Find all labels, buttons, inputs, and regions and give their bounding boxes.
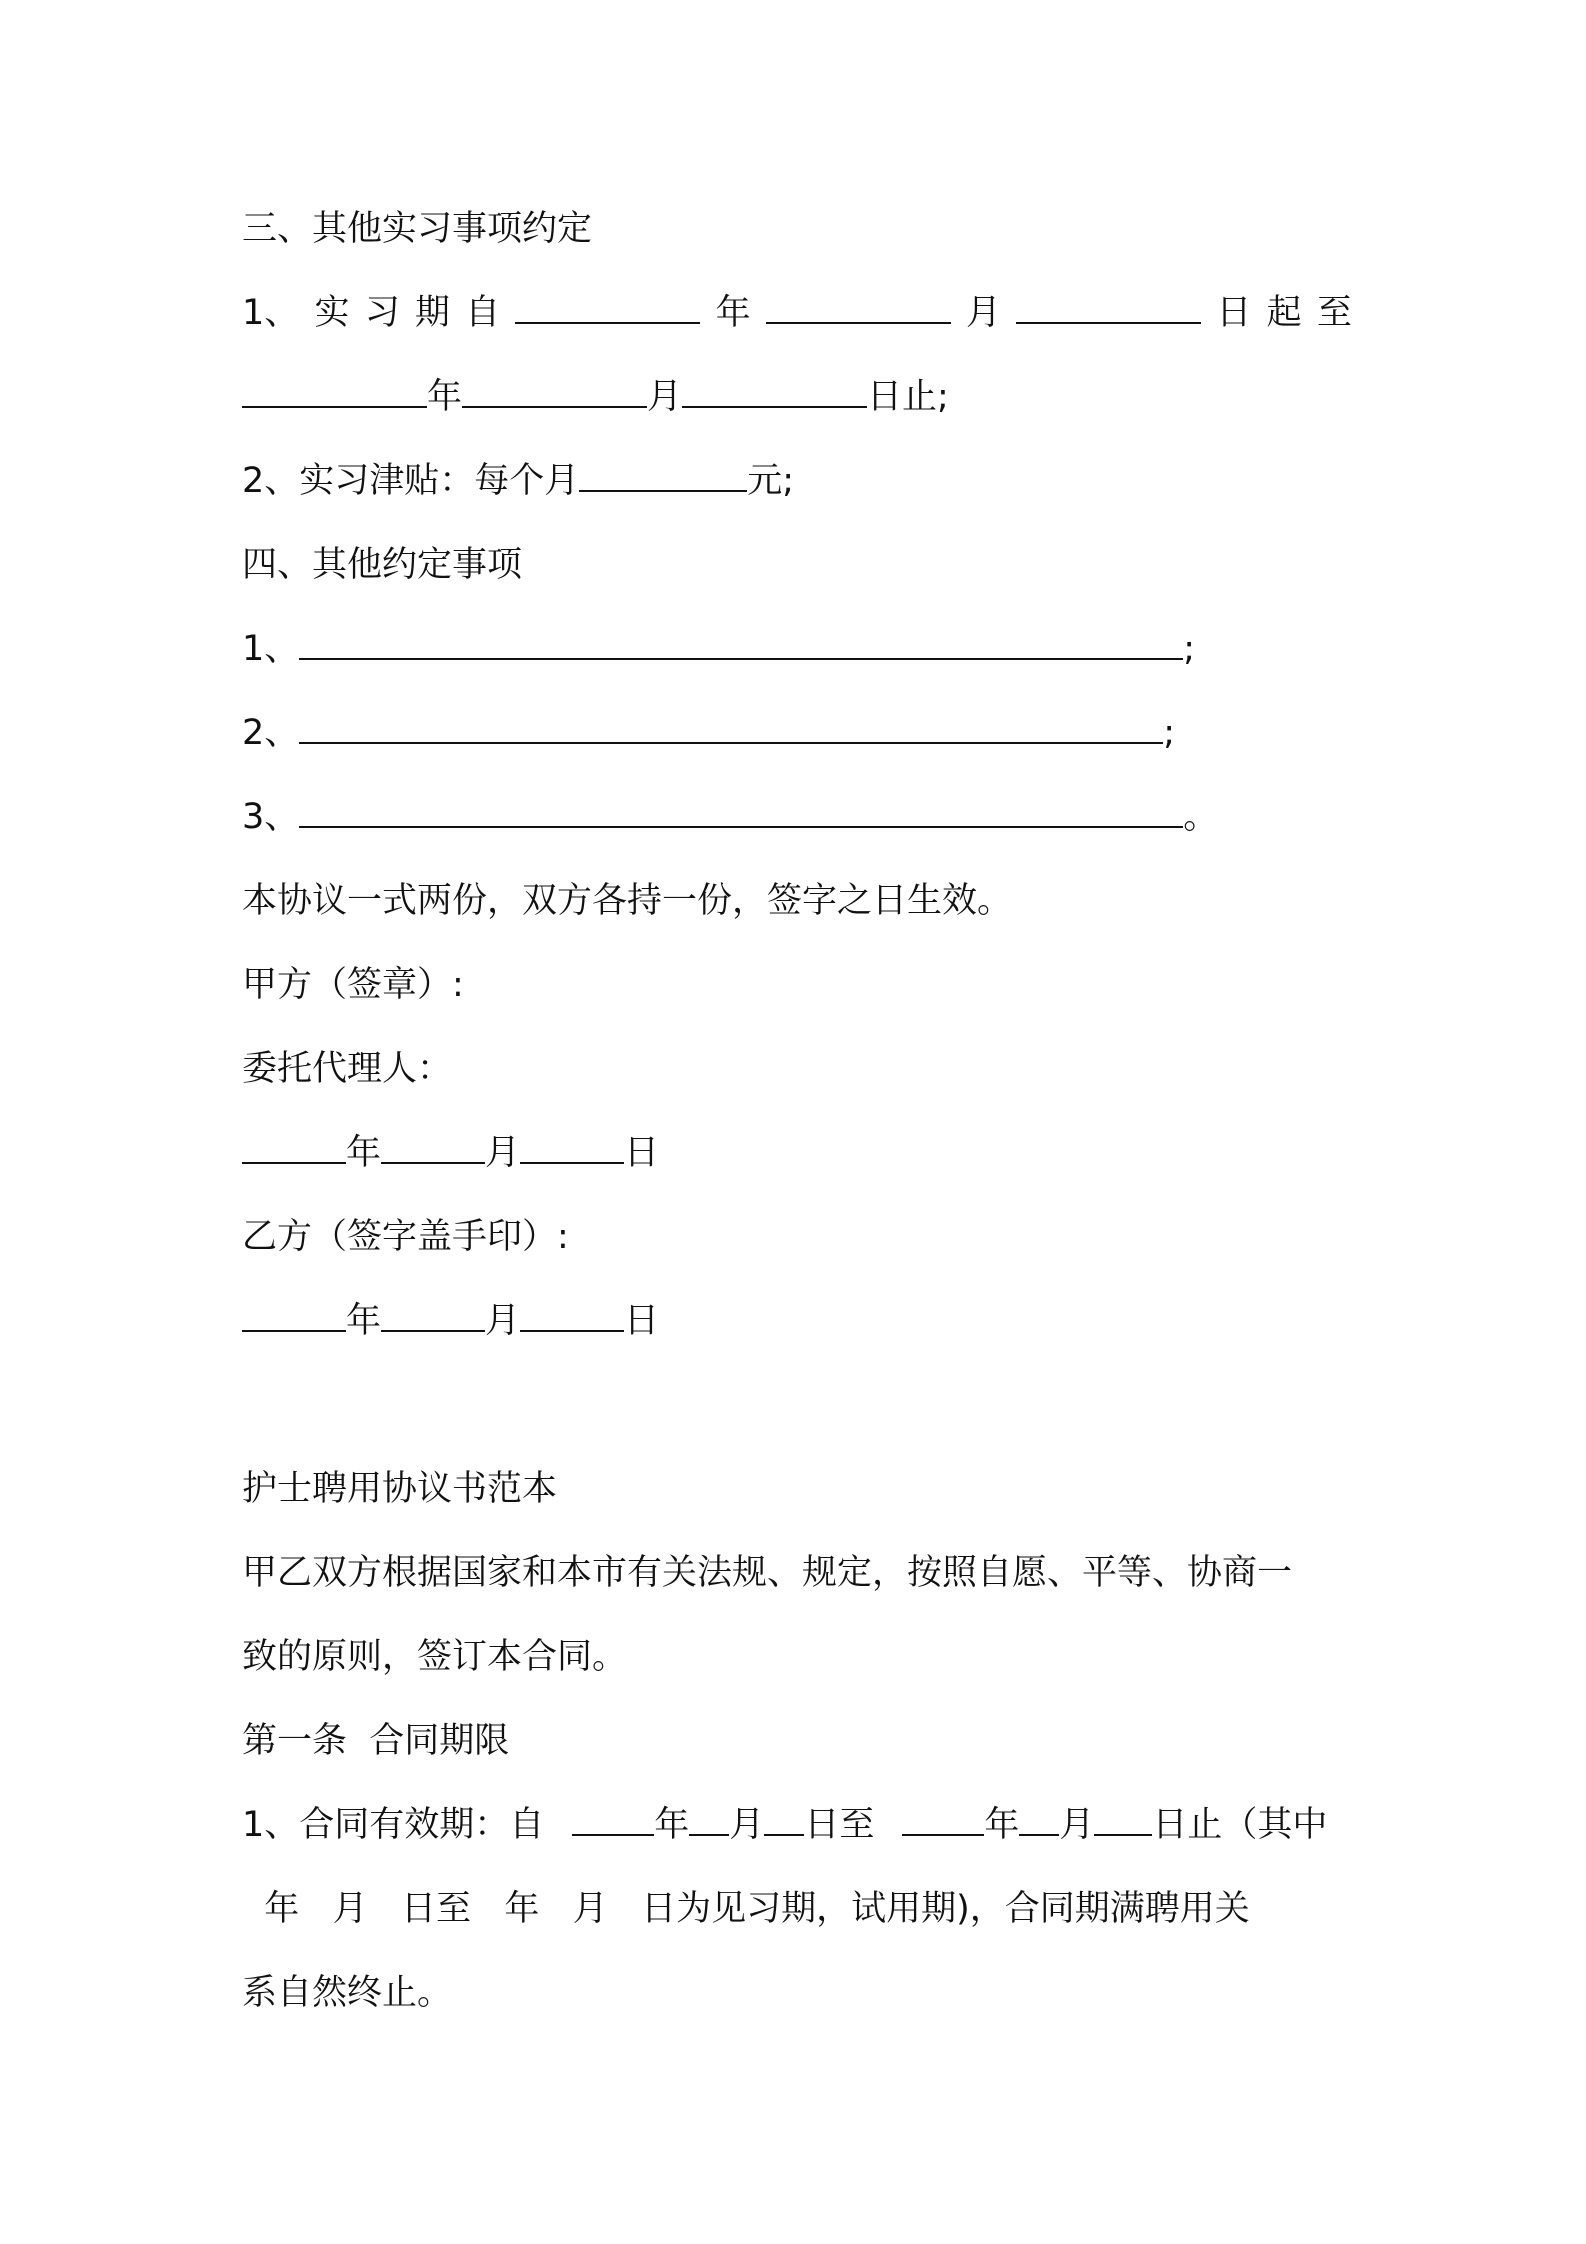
other-item-1	[242, 626, 1195, 672]
item-number: 1、	[242, 293, 300, 333]
day-label: 日	[1216, 293, 1252, 333]
article-1-heading: 第一条 合同期限	[242, 1721, 510, 1761]
char: 至	[1316, 293, 1352, 333]
year-blank[interactable]	[242, 1300, 346, 1332]
item-end: ;	[1183, 629, 1196, 669]
internship-period-line-1	[242, 290, 1352, 336]
day-label: 日	[624, 1301, 660, 1341]
year-label: 年	[654, 1805, 690, 1845]
allowance-blank[interactable]	[579, 460, 747, 492]
end-year-blank[interactable]	[242, 376, 427, 408]
allowance-unit: 元;	[747, 461, 795, 501]
section-heading-4: 四、其他约定事项	[242, 545, 523, 585]
end-label: 日止;	[867, 377, 949, 417]
year-label: 年	[346, 1133, 382, 1173]
day-label: 日	[624, 1133, 660, 1173]
year-label: 年	[715, 293, 751, 333]
end-month-blank[interactable]	[462, 376, 647, 408]
party-a-signature-label: 甲方（签章）:	[242, 965, 464, 1005]
end-year-blank[interactable]	[902, 1804, 984, 1836]
other-item-blank[interactable]	[299, 796, 1183, 828]
char: 实	[314, 293, 350, 333]
item-end: 。	[1183, 797, 1219, 837]
party-b-signature-label: 乙方（签字盖手印）:	[242, 1217, 569, 1257]
month-label: 月	[485, 1301, 521, 1341]
start-month-blank[interactable]	[766, 292, 951, 324]
start-year-blank[interactable]	[572, 1804, 654, 1836]
party-b-date-line	[242, 1298, 659, 1344]
other-item-blank[interactable]	[299, 628, 1183, 660]
item-end: ;	[1163, 713, 1176, 753]
start-day-blank[interactable]	[764, 1804, 804, 1836]
month-label: 月	[647, 377, 683, 417]
other-item-2	[242, 710, 1175, 756]
term-label: 1、合同有效期：自	[242, 1805, 545, 1845]
char: 自	[465, 293, 501, 333]
month-label: 月	[965, 293, 1001, 333]
item-number: 3、	[242, 797, 300, 837]
end-day-blank[interactable]	[1094, 1804, 1152, 1836]
agent-label: 委托代理人：	[242, 1049, 453, 1089]
char: 习	[364, 293, 400, 333]
other-item-3	[242, 794, 1218, 840]
contract-intro-line-2: 致的原则，签订本合同。	[242, 1637, 628, 1677]
validity-statement: 本协议一式两份，双方各持一份，签字之日生效。	[242, 881, 1013, 921]
party-a-date-line	[242, 1130, 659, 1176]
char: 起	[1266, 293, 1302, 333]
month-blank[interactable]	[381, 1300, 485, 1332]
contract-term-line-1	[242, 1802, 1327, 1848]
day-blank[interactable]	[520, 1300, 624, 1332]
char: 期	[414, 293, 450, 333]
year-label: 年	[427, 377, 463, 417]
year-label: 年	[346, 1301, 382, 1341]
contract-term-line-3: 系自然终止。	[242, 1973, 453, 2013]
contract-title: 护士聘用协议书范本	[242, 1469, 558, 1509]
internship-period-line-2	[242, 374, 949, 420]
contract-intro-line-1: 甲乙双方根据国家和本市有关法规、规定，按照自愿、平等、协商一	[242, 1553, 1293, 1593]
day-label: 日至	[804, 1805, 875, 1845]
other-item-blank[interactable]	[299, 712, 1163, 744]
start-day-blank[interactable]	[1016, 292, 1201, 324]
item-number: 2、	[242, 713, 300, 753]
section-heading-3: 三、其他实习事项约定	[242, 209, 593, 249]
start-month-blank[interactable]	[689, 1804, 729, 1836]
month-label: 月	[485, 1133, 521, 1173]
start-year-blank[interactable]	[515, 292, 700, 324]
month-label: 月	[729, 1805, 765, 1845]
year-blank[interactable]	[242, 1132, 346, 1164]
end-day-blank[interactable]	[682, 376, 867, 408]
month-label: 月	[1059, 1805, 1095, 1845]
day-blank[interactable]	[520, 1132, 624, 1164]
end-month-blank[interactable]	[1019, 1804, 1059, 1836]
term-end-label: 日止（其中	[1152, 1805, 1328, 1845]
contract-term-line-2: 年 月 日至 年 月 日为见习期，试用期)，合同期满聘用关	[242, 1889, 1250, 1929]
item-number: 1、	[242, 629, 300, 669]
month-blank[interactable]	[381, 1132, 485, 1164]
year-label: 年	[984, 1805, 1020, 1845]
allowance-label: 2、实习津贴：每个月	[242, 461, 580, 501]
internship-allowance-line	[242, 458, 794, 504]
